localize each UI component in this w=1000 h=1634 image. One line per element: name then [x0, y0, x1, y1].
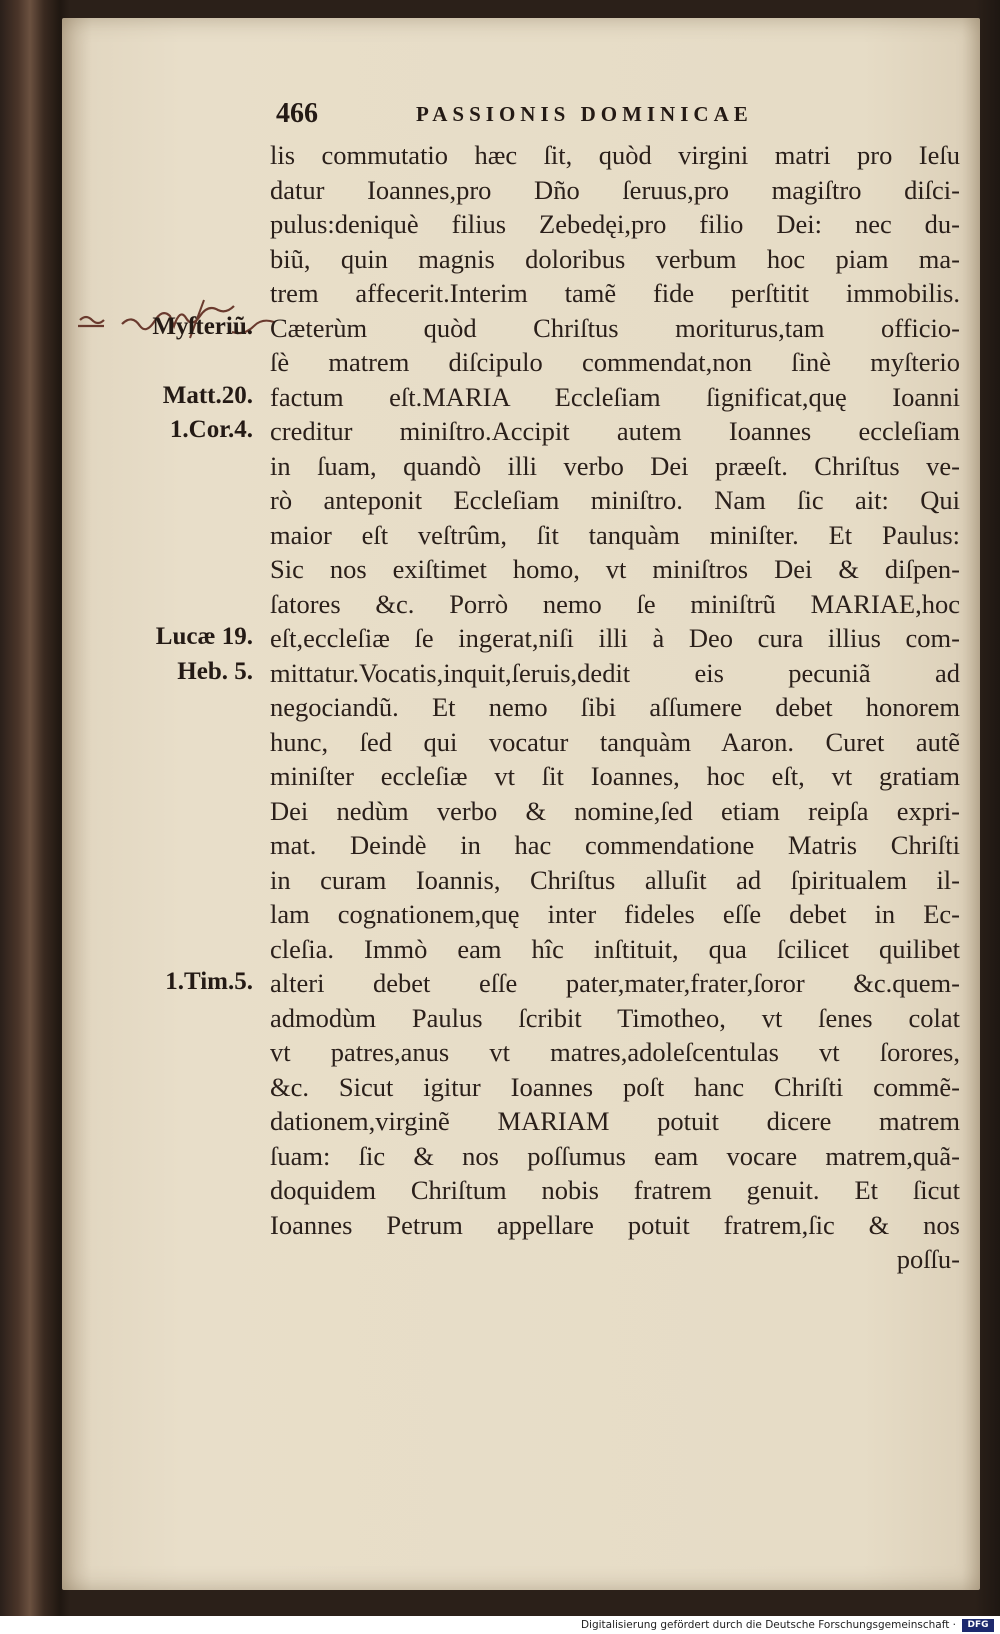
text-line: lam cognationem,quę inter fideles eſſe debet in Ec-: [270, 899, 960, 929]
text-line: mat. Deindè in hac commendatione Matris Chriſti: [270, 830, 960, 860]
text-line: negociandũ. Et nemo ſibi aſſumere debet honorem: [270, 692, 960, 722]
margin-note: Heb. 5.: [177, 657, 253, 685]
text-line: rò anteponit Eccleſiam miniſtro. Nam ſic ait: Qui: [270, 485, 960, 515]
page-number: 466: [276, 98, 318, 129]
text-line: Cæterùm quòd Chriſtus moriturus,tam officio-: [270, 312, 960, 343]
text-line: ſè matrem diſcipulo commendat,non ſinè myſterio: [270, 347, 960, 377]
text-line: Dei nedùm verbo & nomine,ſed etiam reipſa expri-: [270, 795, 960, 826]
text-line: eſt,eccleſiæ ſe ingerat,niſi illi à Deo cura illius com-: [270, 623, 960, 653]
margin-note: Lucæ 19.: [155, 623, 253, 650]
text-line: pulus:deniquè filius Zebedęi,pro filio Dei: nec du-: [270, 209, 960, 239]
running-head: PASSIONIS DOMINICAE: [416, 102, 753, 126]
text-line: miniſter eccleſiæ vt ſit Ioannes, hoc eſt, vt gratiam: [270, 761, 960, 791]
text-line: alteri debet eſſe pater,mater,frater,ſoror &c.quem-: [270, 968, 960, 998]
margin-note: 1.Tim.5.: [165, 968, 253, 995]
text-line: dationem,virginẽ MARIAM potuit dicere matrem: [270, 1106, 960, 1136]
margin-notes: [108, 0, 253, 1634]
footer-credit: Digitalisierung gefördert durch die Deutsche Forschungsgemeinschaft ·: [580, 1619, 956, 1631]
text-line: Ioannes Petrum appellare potuit fratrem,ſic & nos: [270, 1209, 960, 1240]
text-line: in curam Ioannis, Chriſtus alluſit ad ſpiritualem il-: [270, 864, 960, 895]
text-line: datur Ioannes,pro Dño ſeruus,pro magiſtro diſci-: [270, 174, 960, 205]
text-line: in ſuam, quandò illi verbo Dei præeſt. Chriſtus ve-: [270, 450, 960, 481]
margin-note: 1.Cor.4.: [169, 416, 253, 443]
text-line: trem affecerit.Interim tamẽ fide perſtitit immobilis.: [270, 278, 960, 308]
catchword: poſſu-: [896, 1244, 960, 1274]
text-line: Sic nos exiſtimet homo, vt miniſtros Dei & diſpen-: [270, 554, 960, 584]
text-line: &c. Sicut igitur Ioannes poſt hanc Chriſti commẽ-: [270, 1071, 960, 1102]
text-line: cleſia. Immò eam hîc inſtituit, qua ſcilicet quilibet: [270, 933, 960, 964]
text-line: mittatur.Vocatis,inquit,ſeruis,dedit eis pecuniã ad: [270, 657, 960, 688]
margin-note: Matt.20.: [162, 381, 253, 409]
text-line: ſuam: ſic & nos poſſumus eam vocare matrem,quã-: [270, 1140, 960, 1171]
page-header: [276, 98, 846, 132]
text-line: creditur miniſtro.Accipit autem Ioannes eccleſiam: [270, 416, 960, 446]
text-line: maior eſt veſtrûm, ſit tanquàm miniſter. Et Paulus:: [270, 519, 960, 550]
margin-note: Myſteriũ.: [152, 312, 253, 340]
text-line: vt patres,anus vt matres,adoleſcentulas vt ſorores,: [270, 1037, 960, 1067]
text-line: admodùm Paulus ſcribit Timotheo, vt ſenes colat: [270, 1002, 960, 1033]
text-line: biũ, quin magnis doloribus verbum hoc piam ma-: [270, 243, 960, 274]
body-text: [270, 138, 960, 1277]
text-line: ſatores &c. Porrò nemo ſe miniſtrũ MARIAE,hoc: [270, 588, 960, 619]
text-line: factum eſt.MARIA Eccleſiam ſignificat,quę Ioanni: [270, 381, 960, 412]
text-line: hunc, ſed qui vocatur tanquàm Aaron. Curet autẽ: [270, 726, 960, 757]
dfg-logo: DFG: [962, 1619, 994, 1632]
text-line: doquidem Chriſtum nobis fratrem genuit. Et ſicut: [270, 1175, 960, 1205]
text-line: lis commutatio hæc ſit, quòd virgini matri pro Ieſu: [270, 140, 960, 170]
